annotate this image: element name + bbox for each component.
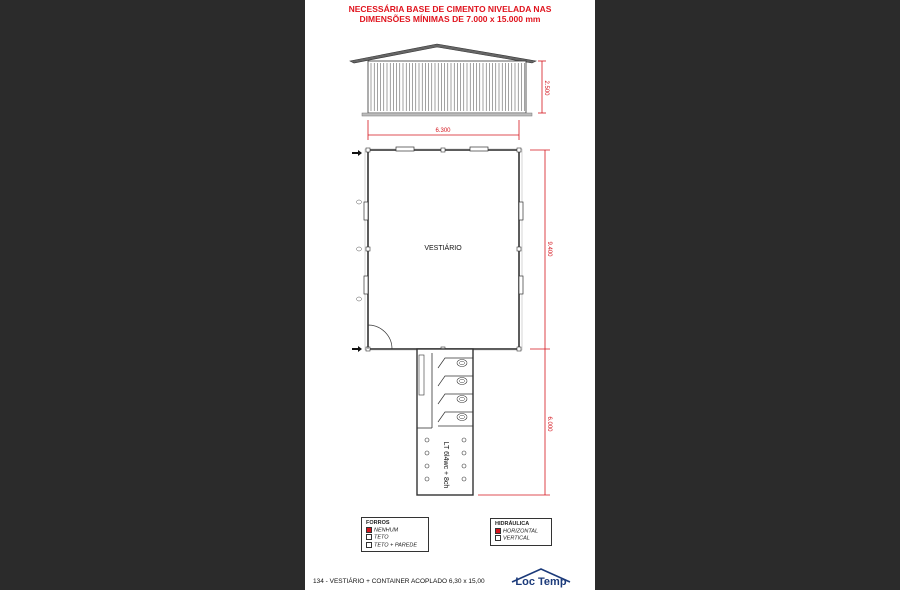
legend-forros-item-2: TETO + PAREDE: [366, 542, 424, 549]
notice-line-2: DIMENSÕES MÍNIMAS DE 7.000 x 15.000 mm: [359, 14, 541, 24]
width-dimension-label: 6.300: [435, 128, 451, 134]
toilet-bowl-icon: [460, 415, 465, 419]
shower-icon: [462, 451, 466, 455]
shower-icon: [425, 451, 429, 455]
shower-icon: [462, 477, 466, 481]
front-elevation: [350, 44, 549, 116]
window-left-lower: [364, 276, 368, 294]
legend-hidraulica: [490, 518, 552, 546]
swatch-icon: [366, 527, 372, 533]
window-right-lower: [519, 276, 523, 294]
container-label: LT 6l4wc + 8ch: [442, 441, 449, 489]
window-right-upper: [519, 202, 523, 220]
legend-hidraulica-item-0: HORIZONTAL: [495, 528, 547, 535]
shower-icon: [462, 464, 466, 468]
loc-temp-logo: [508, 568, 574, 588]
container-wc: [417, 349, 473, 495]
legend-forros-item-1: TETO: [366, 534, 424, 541]
arrow-icon: [352, 346, 362, 352]
room-length-label: 9.400: [546, 241, 552, 257]
legend-forros-item-0: NENHUM: [366, 527, 424, 534]
room-vestiario: [352, 147, 523, 352]
window-left-upper: [364, 202, 368, 220]
swatch-icon: [495, 535, 501, 541]
shower-icon: [425, 438, 429, 442]
swatch-icon: [495, 528, 501, 534]
notice-line-1: NECESSÁRIA BASE DE CIMENTO NIVELADA NAS: [348, 4, 552, 14]
container-length-label: 6.000: [546, 416, 552, 432]
window-top-right: [470, 147, 488, 151]
container-length-dimension: [478, 349, 552, 495]
swatch-icon: [366, 534, 372, 540]
swatch-icon: [366, 542, 372, 548]
wall-lights: [357, 200, 362, 301]
legend-forros: [361, 517, 429, 552]
room-label: VESTIÁRIO: [424, 245, 462, 252]
toilet-bowl-icon: [460, 397, 465, 401]
logo-text: Loc Temp: [515, 576, 567, 588]
legend-forros-title: FORROS: [366, 520, 390, 526]
window-top-left: [396, 147, 414, 151]
drawing-caption: 134 - VESTIÁRIO + CONTAINER ACOPLADO 6,30 x 15,00: [313, 578, 485, 585]
arrow-icon: [352, 150, 362, 156]
shower-icon: [425, 464, 429, 468]
width-dimension: [368, 120, 519, 140]
room-length-dimension: [530, 150, 552, 349]
roof: [350, 44, 536, 63]
legend-hidraulica-title: HIDRÁULICA: [495, 521, 530, 527]
elevation-base: [362, 113, 532, 116]
toilet-bowl-icon: [460, 379, 465, 383]
legend-hidraulica-item-1: VERTICAL: [495, 535, 547, 542]
height-dimension-label: 2.500: [543, 80, 549, 96]
shower-icon: [462, 438, 466, 442]
toilet-bowl-icon: [460, 361, 465, 365]
sink-counter: [419, 355, 424, 395]
shower-icon: [425, 477, 429, 481]
